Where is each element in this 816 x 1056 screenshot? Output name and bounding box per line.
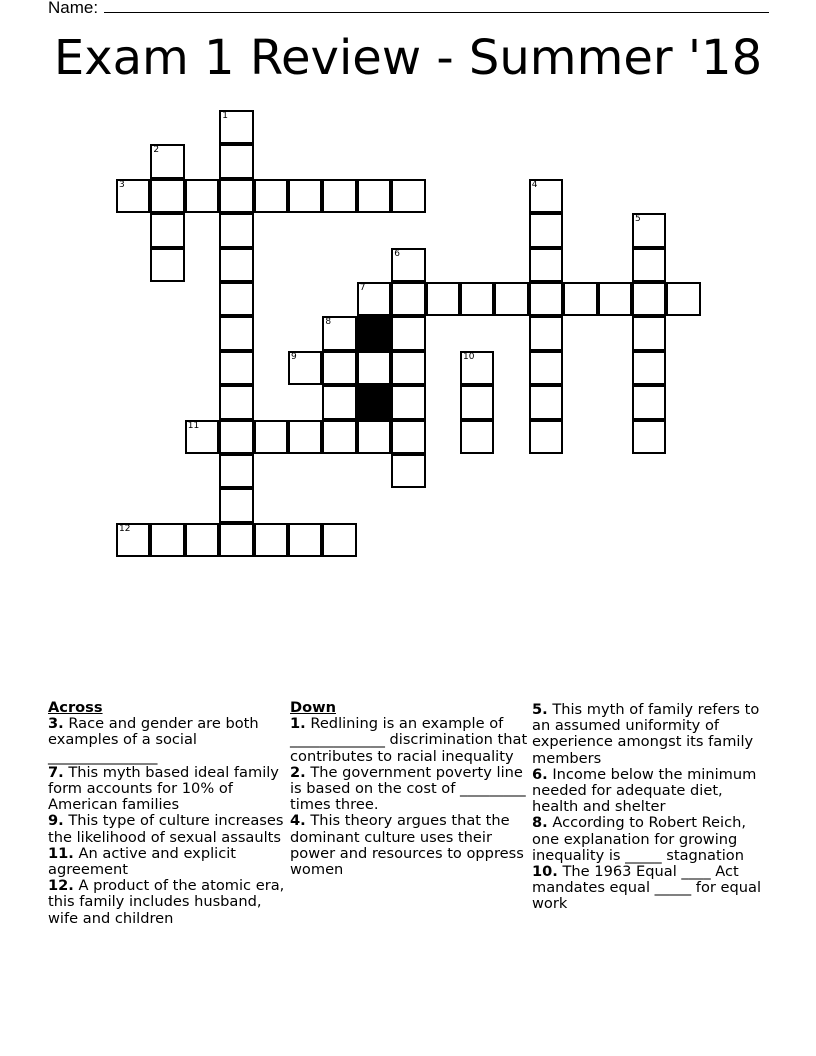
grid-cell[interactable] [219,523,253,557]
grid-cell[interactable] [219,316,253,350]
clue-number: 3. [48,715,64,733]
clue-text: A product of the atomic era, this family includes husband, wife and children [48,877,285,927]
grid-cell[interactable] [288,523,322,557]
grid-cell[interactable] [322,179,356,213]
black-cell [357,316,391,350]
clue-text: Redlining is an example of _____________ discrimination that contributes to racial inequality [290,715,528,765]
cell-number: 2 [153,145,160,156]
grid-cell[interactable] [391,385,425,419]
clue-across-3 [48,846,288,878]
grid-cell[interactable] [219,351,253,385]
grid-cell[interactable] [288,179,322,213]
grid-cell[interactable] [219,248,253,282]
clue-across-1 [48,765,288,814]
grid-cell[interactable] [357,179,391,213]
grid-cell[interactable] [632,385,666,419]
clue-text: This myth of family refers to an assumed uniformity of experience amongst its family members [532,701,760,767]
grid-cell[interactable] [150,248,184,282]
grid-cell[interactable] [529,282,563,316]
grid-cell[interactable] [529,316,563,350]
grid-cell[interactable] [288,351,322,385]
grid-cell[interactable] [219,420,253,454]
clue-down-6 [532,864,772,913]
grid-cell[interactable] [357,351,391,385]
grid-cell[interactable] [632,316,666,350]
grid-cell[interactable] [529,179,563,213]
grid-cell[interactable] [219,213,253,247]
grid-cell[interactable] [632,420,666,454]
cell-number: 9 [291,351,297,362]
grid-cell[interactable] [254,420,288,454]
grid-cell[interactable] [632,351,666,385]
grid-cell[interactable] [391,248,425,282]
grid-cell[interactable] [460,420,494,454]
clue-down-5 [532,815,772,864]
cell-number: 3 [119,179,125,190]
clue-number: 6. [532,765,548,783]
grid-cell[interactable] [666,282,700,316]
grid-cell[interactable] [391,316,425,350]
clue-text: This myth based ideal family form accounts for 10% of American families [48,763,279,814]
grid-cell[interactable] [529,385,563,419]
grid-cell[interactable] [529,420,563,454]
clue-text: This type of culture increases the likelihood of sexual assaults [48,812,284,846]
down-clues [290,700,530,878]
clue-across-0 [48,716,288,765]
grid-cell[interactable] [322,351,356,385]
across-clues [48,700,288,927]
grid-cell[interactable] [322,385,356,419]
grid-cell[interactable] [598,282,632,316]
clue-text: The government poverty line is based on the cost of _________ times three. [290,763,526,814]
grid-cell[interactable] [529,351,563,385]
cell-number: 1 [222,111,228,121]
clue-down-1 [290,765,530,814]
grid-cell[interactable] [357,420,391,454]
grid-cell[interactable] [254,179,288,213]
grid-cell[interactable] [391,282,425,316]
grid-cell[interactable] [322,523,356,557]
grid-cell[interactable] [563,282,597,316]
grid-cell[interactable] [391,454,425,488]
name-label: Name: [48,0,99,17]
clue-text: An active and explicit agreement [48,844,236,879]
grid-cell[interactable] [219,179,253,213]
clue-number: 1. [290,715,306,733]
black-cell [357,385,391,419]
grid-cell[interactable] [632,282,666,316]
clue-text: According to Robert Reich, one explanation for growing inequality is _____ stagnation [532,814,746,864]
grid-cell[interactable] [288,420,322,454]
clue-number: 11. [48,844,74,862]
grid-cell[interactable] [219,282,253,316]
clue-text: Race and gender are both examples of a social _______________ [48,715,259,765]
grid-cell[interactable] [357,282,391,316]
grid-cell[interactable] [391,351,425,385]
grid-cell[interactable] [185,179,219,213]
grid-cell[interactable] [632,248,666,282]
clue-across-4 [48,878,288,927]
clue-down-3 [532,702,772,767]
grid-cell[interactable] [322,420,356,454]
clue-text: This theory argues that the dominant culture uses their power and resources to oppress women [290,812,524,879]
page-title: Exam 1 Review - Summer '18 [53,30,763,86]
grid-cell[interactable] [150,144,184,178]
clue-number: 5. [532,701,548,718]
grid-cell[interactable] [460,385,494,419]
grid-cell[interactable] [219,488,253,522]
grid-cell[interactable] [185,523,219,557]
grid-cell[interactable] [254,523,288,557]
cell-number: 12 [119,523,131,534]
cell-number: 5 [635,214,641,225]
clue-number: 4. [290,812,306,830]
grid-cell[interactable] [494,282,528,316]
grid-cell[interactable] [150,213,184,247]
grid-cell[interactable] [529,248,563,282]
clue-down-0 [290,716,530,765]
cell-number: 11 [187,420,200,431]
cell-number: 10 [463,351,475,362]
cell-number: 8 [325,317,332,328]
grid-cell[interactable] [391,420,425,454]
clue-down-2 [290,813,530,878]
clue-number: 2. [290,763,306,781]
grid-cell[interactable] [150,523,184,557]
grid-cell[interactable] [460,282,494,316]
across-heading: Across [48,699,103,716]
grid-cell[interactable] [391,179,425,213]
grid-cell[interactable] [322,316,356,350]
clue-text: The 1963 Equal ____ Act mandates equal _____ for equal work [532,863,762,913]
clue-down-4 [532,767,772,816]
grid-cell[interactable] [116,523,150,557]
clue-number: 7. [48,763,64,781]
cell-number: 6 [394,248,400,259]
clue-across-2 [48,813,288,845]
clue-text: Income below the minimum needed for adequate diet, health and shelter [532,765,757,816]
grid-cell[interactable] [460,351,494,385]
down-heading: Down [290,699,337,716]
grid-cell[interactable] [632,213,666,247]
clue-number: 9. [48,812,64,830]
grid-cell[interactable] [219,385,253,419]
clue-number: 12. [48,877,74,895]
grid-cell[interactable] [219,110,253,144]
grid-cell[interactable] [529,213,563,247]
clue-number: 10. [532,863,558,881]
grid-cell[interactable] [185,420,219,454]
grid-cell[interactable] [219,144,253,178]
down-clues-continued [532,702,772,913]
grid-cell[interactable] [426,282,460,316]
grid-cell[interactable] [219,454,253,488]
grid-cell[interactable] [150,179,184,213]
grid-cell[interactable] [116,179,150,213]
clue-number: 8. [532,814,548,832]
cell-number: 7 [359,283,366,293]
cell-number: 4 [531,179,538,190]
